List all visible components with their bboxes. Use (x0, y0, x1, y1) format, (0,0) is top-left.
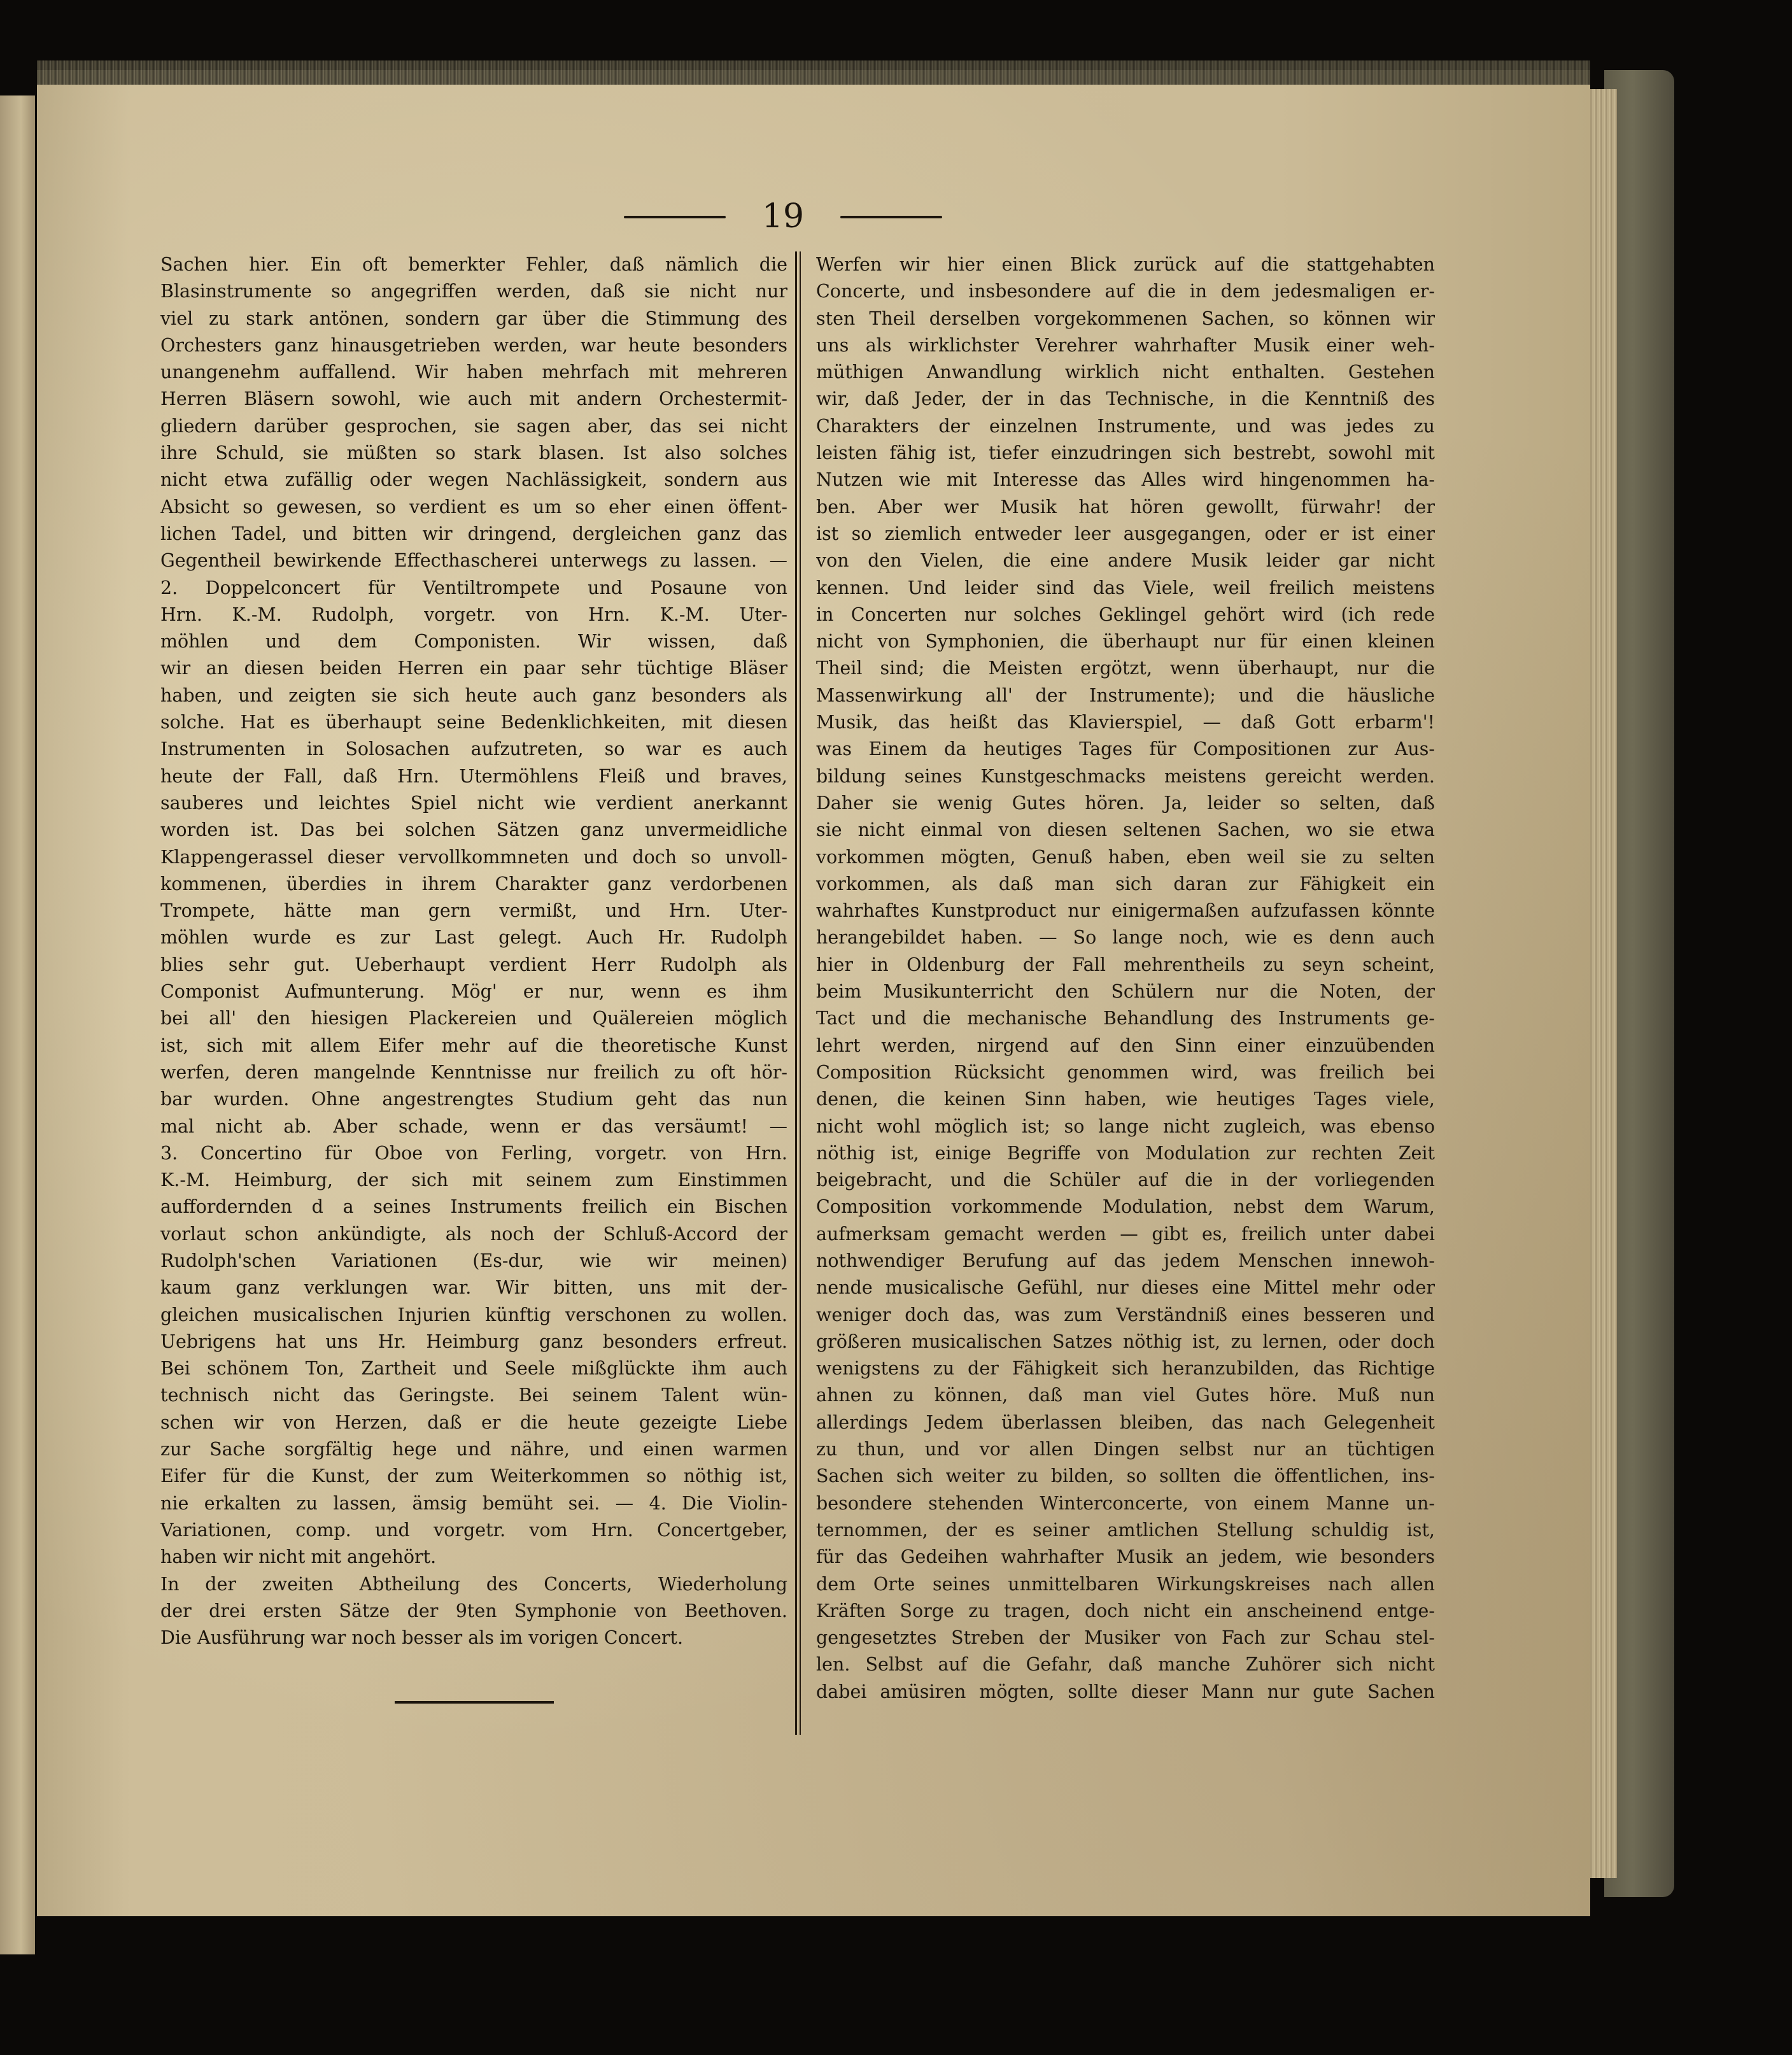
right-column-line: gengesetztes Streben der Musiker von Fach zur Schau stel- (816, 1627, 1435, 1649)
left-column-line: Componist Aufmunterung. Mög' er nur, wenn es ihm (160, 981, 787, 1003)
right-column-line: müthigen Anwandlung wirklich nicht enthalten. Gestehen (816, 362, 1435, 383)
left-column-line: Herren Bläsern sowohl, wie auch mit andern Orchestermit- (160, 388, 787, 410)
right-column-line: ahnen zu können, daß man viel Gutes höre. Muß nun (816, 1385, 1435, 1406)
right-column-line: lehrt werden, nirgend auf den Sinn einer einzuübenden (816, 1035, 1435, 1056)
left-column-line: auffordernden d a seines Instruments freilich ein Bischen (160, 1196, 787, 1218)
left-column-line: Orchesters ganz hinausgetrieben werden, war heute besonders (160, 334, 787, 356)
left-column-line: mal nicht ab. Aber schade, wenn er das versäumt! — (160, 1115, 787, 1137)
right-column-line: leisten fähig ist, tiefer einzudringen sich bestrebt, sowohl mit (816, 442, 1435, 464)
left-column-line: lichen Tadel, und bitten wir dringend, dergleichen ganz das (160, 523, 787, 544)
left-column-line: solche. Hat es überhaupt seine Bedenklichkeiten, mit diesen (160, 712, 787, 733)
left-column-line: viel zu stark antönen, sondern gar über die Stimmung des (160, 307, 787, 329)
right-column-line: aufmerksam gemacht werden — gibt es, freilich unter dabei (816, 1223, 1435, 1245)
left-column-line: schen wir von Herzen, daß er die heute gezeigte Liebe (160, 1411, 787, 1433)
right-column-line: beim Musikunterricht den Schülern nur die Noten, der (816, 981, 1435, 1003)
right-column-line: größeren musicalischen Satzes nöthig ist, zu lernen, oder doch (816, 1331, 1435, 1352)
right-column-line: Tact und die mechanische Behandlung des Instruments ge- (816, 1008, 1435, 1029)
left-column-line: In der zweiten Abtheilung des Concerts, Wiederholung (160, 1573, 787, 1595)
right-column-line: nöthig ist, einige Begriffe von Modulation zur rechten Zeit (816, 1142, 1435, 1164)
left-column-line: worden ist. Das bei solchen Sätzen ganz unvermeidliche (160, 819, 787, 841)
left-column-line: werfen, deren mangelnde Kenntnisse nur freilich zu oft hör- (160, 1061, 787, 1083)
right-column-line: ben. Aber wer Musik hat hören gewollt, fürwahr! der (816, 496, 1435, 518)
column-divider (795, 251, 797, 1735)
page-header (624, 194, 942, 239)
left-column-line: Rudolph'schen Variationen (Es-dur, wie wir meinen) (160, 1250, 787, 1271)
right-column-line: für das Gedeihen wahrhafter Musik an jedem, wie besonders (816, 1546, 1435, 1568)
adjacent-page-edge (0, 95, 35, 1954)
left-column-line: Gegentheil bewirkende Effecthascherei unterwegs zu lassen. — (160, 550, 787, 572)
right-column-line: Concerte, und insbesondere auf die in dem jedesmaligen er- (816, 281, 1435, 302)
left-column-line: haben wir nicht mit angehört. (160, 1546, 437, 1568)
right-column-line: nicht von Symphonien, die überhaupt nur für einen kleinen (816, 631, 1435, 653)
right-column-line: besondere stehenden Winterconcerte, von einem Manne un- (816, 1492, 1435, 1514)
left-column-line: blies sehr gut. Ueberhaupt verdient Herr Rudolph als (160, 954, 787, 975)
left-column-line: unangenehm auffallend. Wir haben mehrfach mit mehreren (160, 362, 787, 383)
left-column-line: gleichen musicalischen Injurien künftig verschonen zu wollen. (160, 1304, 787, 1325)
right-column-line: nende musicalische Gefühl, nur dieses eine Mittel mehr oder (816, 1277, 1435, 1299)
ornamental-top-border (37, 60, 1590, 85)
page-number: 19 (761, 197, 805, 236)
right-column-line: sten Theil derselben vorgekommenen Sachen, so können wir (816, 307, 1435, 329)
left-column-line: Eifer für die Kunst, der zum Weiterkommen so nöthig ist, (160, 1465, 787, 1487)
right-column-line: hier in Oldenburg der Fall mehrentheils zu seyn scheint, (816, 954, 1435, 975)
left-column-line: Die Ausführung war noch besser als im vorigen Concert. (160, 1627, 684, 1649)
left-column-line: 2. Doppelconcert für Ventiltrompete und Posaune von (160, 577, 787, 598)
right-column-line: Nutzen wie mit Interesse das Alles wird hingenommen ha- (816, 469, 1435, 491)
right-column-line: Kräften Sorge zu tragen, doch nicht ein anscheinend entge- (816, 1600, 1435, 1621)
column-divider-secondary (800, 251, 801, 1735)
article-end-rule (395, 1701, 554, 1704)
right-column-line: vorkommen mögten, Genuß haben, eben weil sie zu selten (816, 846, 1435, 868)
right-column-line: herangebildet haben. — So lange noch, wie es denn auch (816, 927, 1435, 949)
right-column-line: bildung seines Kunstgeschmacks meistens gereicht werden. (816, 765, 1435, 787)
left-column-line: Blasinstrumente so angegriffen werden, daß sie nicht nur (160, 281, 787, 302)
right-column-line: nicht wohl möglich ist; so lange nicht zugleich, was ebenso (816, 1115, 1435, 1137)
right-text-column (816, 251, 1435, 1728)
left-column-line: technisch nicht das Geringste. Bei seinem Talent wün- (160, 1385, 787, 1406)
left-column-line: der drei ersten Sätze der 9ten Symphonie von Beethoven. (160, 1600, 787, 1621)
right-column-line: dem Orte seines unmittelbaren Wirkungskreises nach allen (816, 1573, 1435, 1595)
left-column-line: wir an diesen beiden Herren ein paar sehr tüchtige Bläser (160, 658, 787, 679)
right-column-line: wir, daß Jeder, der in das Technische, in die Kenntniß des (816, 388, 1435, 410)
left-column-line: Instrumenten in Solosachen aufzutreten, so war es auch (160, 738, 787, 760)
left-column-line: Absicht so gewesen, so verdient es um so eher einen öffent- (160, 496, 787, 518)
right-column-line: in Concerten nur solches Geklingel gehört wird (ich rede (816, 604, 1435, 625)
left-column-line: möhlen und dem Componisten. Wir wissen, daß (160, 631, 787, 653)
right-column-line: vorkommen, als daß man sich daran zur Fähigkeit ein (816, 873, 1435, 894)
left-column-line: ihre Schuld, sie müßten so stark blasen. Ist also solches (160, 442, 787, 464)
header-rule-right (840, 216, 942, 218)
right-column-line: Musik, das heißt das Klavierspiel, — daß Gott erbarm'! (816, 712, 1435, 733)
right-column-line: Daher sie wenig Gutes hören. Ja, leider so selten, daß (816, 792, 1435, 814)
left-column-line: Klappengerassel dieser vervollkommneten und doch so unvoll- (160, 846, 787, 868)
right-column-line: ist so ziemlich entweder leer ausgegangen, oder er ist einer (816, 523, 1435, 544)
left-column-line: Variationen, comp. und vorgetr. vom Hrn. Concertgeber, (160, 1519, 787, 1541)
left-column-line: haben, und zeigten sie sich heute auch ganz besonders als (160, 684, 787, 706)
right-column-line: Charakters der einzelnen Instrumente, und was jedes zu (816, 415, 1435, 437)
right-column-line: kennen. Und leider sind das Viele, weil freilich meistens (816, 577, 1435, 598)
left-column-line: Sachen hier. Ein oft bemerkter Fehler, daß nämlich die (160, 254, 787, 275)
right-column-line: zu thun, und vor allen Dingen selbst nur an tüchtigen (816, 1439, 1435, 1460)
right-column-line: Composition vorkommende Modulation, nebst dem Warum, (816, 1196, 1435, 1218)
right-column-line: uns als wirklichster Verehrer wahrhafter Musik einer weh- (816, 334, 1435, 356)
right-column-line: wenigstens zu der Fähigkeit sich heranzubilden, das Richtige (816, 1358, 1435, 1380)
right-column-line: was Einem da heutiges Tages für Compositionen zur Aus- (816, 738, 1435, 760)
left-column-line: vorlaut schon ankündigte, als noch der Schluß-Accord der (160, 1223, 787, 1245)
right-column-line: Theil sind; die Meisten ergötzt, wenn überhaupt, nur die (816, 658, 1435, 679)
left-column-line: nie erkalten zu lassen, ämsig bemüht sei. — 4. Die Violin- (160, 1492, 787, 1514)
left-column-line: kommenen, überdies in ihrem Charakter ganz verdorbenen (160, 873, 787, 894)
left-column-line: bar wurden. Ohne angestrengtes Studium geht das nun (160, 1089, 787, 1110)
left-column-line: nicht etwa zufällig oder wegen Nachlässigkeit, sondern aus (160, 469, 787, 491)
left-column-line: ist, sich mit allem Eifer mehr auf die theoretische Kunst (160, 1035, 787, 1056)
left-text-column (160, 251, 787, 1728)
left-column-line: gliedern darüber gesprochen, sie sagen aber, das sei nicht (160, 415, 787, 437)
left-column-line: K.-M. Heimburg, der sich mit seinem zum Einstimmen (160, 1169, 787, 1191)
left-column-line: 3. Concertino für Oboe von Ferling, vorgetr. von Hrn. (160, 1142, 787, 1164)
right-column-line: Composition Rücksicht genommen wird, was freilich bei (816, 1061, 1435, 1083)
right-column-line: von den Vielen, die eine andere Musik leider gar nicht (816, 550, 1435, 572)
right-column-line: dabei amüsiren mögten, sollte dieser Mann nur gute Sachen (816, 1681, 1435, 1702)
left-column-line: Bei schönem Ton, Zartheit und Seele mißglückte ihm auch (160, 1358, 787, 1380)
right-column-line: Werfen wir hier einen Blick zurück auf die stattgehabten (816, 254, 1435, 275)
right-column-line: weniger doch das, was zum Verständniß eines besseren und (816, 1304, 1435, 1325)
left-column-line: Uebrigens hat uns Hr. Heimburg ganz besonders erfreut. (160, 1331, 787, 1352)
left-column-line: Hrn. K.-M. Rudolph, vorgetr. von Hrn. K.-M. Uter- (160, 604, 787, 625)
left-column-line: Trompete, hätte man gern vermißt, und Hrn. Uter- (160, 900, 787, 922)
left-column-line: heute der Fall, daß Hrn. Utermöhlens Fleiß und braves, (160, 765, 787, 787)
right-column-line: denen, die keinen Sinn haben, wie heutiges Tages viele, (816, 1089, 1435, 1110)
header-rule-left (624, 216, 726, 218)
left-column-line: bei all' den hiesigen Plackereien und Quälereien möglich (160, 1008, 787, 1029)
left-column-line: möhlen wurde es zur Last gelegt. Auch Hr. Rudolph (160, 927, 787, 949)
right-column-line: beigebracht, und die Schüler auf die in der vorliegenden (816, 1169, 1435, 1191)
right-column-line: sie nicht einmal von diesen seltenen Sachen, wo sie etwa (816, 819, 1435, 841)
right-column-line: allerdings Jedem überlassen bleiben, das nach Gelegenheit (816, 1411, 1435, 1433)
right-column-line: nothwendiger Berufung auf das jedem Menschen innewoh- (816, 1250, 1435, 1271)
right-column-line: wahrhaftes Kunstproduct nur einigermaßen aufzufassen könnte (816, 900, 1435, 922)
right-column-line: ternommen, der es seiner amtlichen Stellung schuldig ist, (816, 1519, 1435, 1541)
left-column-line: zur Sache sorgfältig hege und nähre, und einen warmen (160, 1439, 787, 1460)
right-column-line: len. Selbst auf die Gefahr, daß manche Zuhörer sich nicht (816, 1654, 1435, 1676)
left-column-line: sauberes und leichtes Spiel nicht wie verdient anerkannt (160, 792, 787, 814)
right-column-line: Massenwirkung all' der Instrumente); und die häusliche (816, 684, 1435, 706)
right-column-line: Sachen sich weiter zu bilden, so sollten die öffentlichen, ins- (816, 1465, 1435, 1487)
left-column-line: kaum ganz verklungen war. Wir bitten, uns mit der- (160, 1277, 787, 1299)
